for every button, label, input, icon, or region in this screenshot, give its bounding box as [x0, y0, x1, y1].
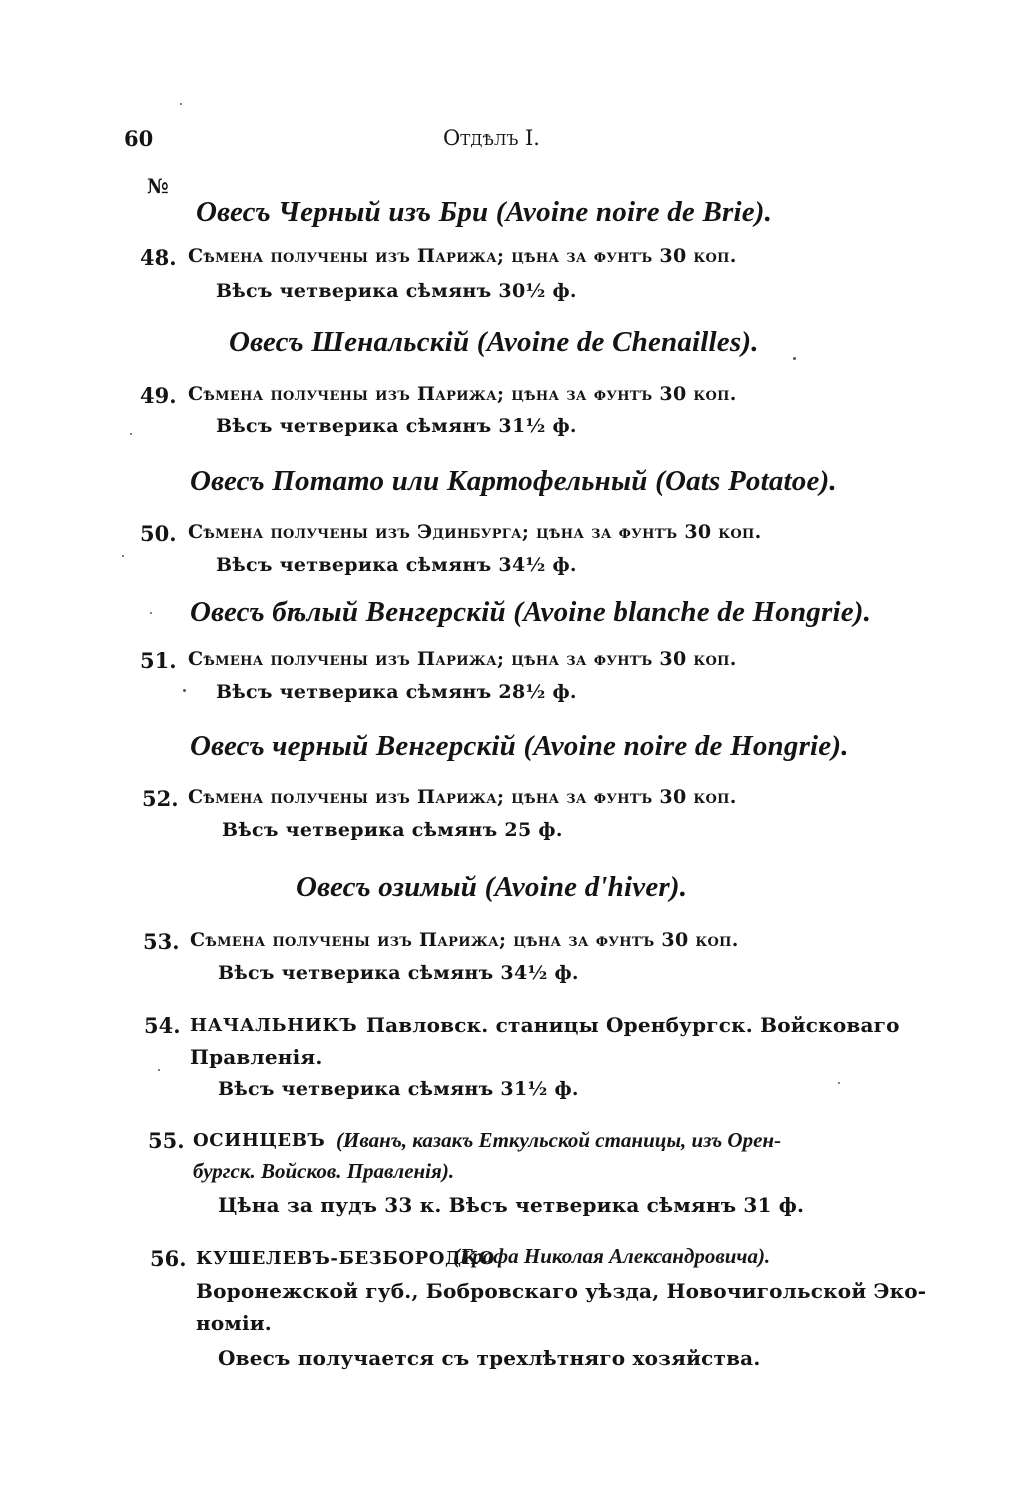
seed-source-line: Сѣмена получены изъ Парижа; цѣна за фунтъ 30 коп. — [188, 648, 737, 670]
scan-speck — [183, 689, 186, 692]
scan-speck — [158, 1069, 160, 1071]
entry-text: Павловск. станицы Оренбургск. Войсковаго — [366, 1013, 900, 1037]
entry-name: НАЧАЛЬНИКЪ — [190, 1015, 358, 1036]
scan-speck — [180, 103, 182, 105]
entry-text: Правленія. — [190, 1045, 323, 1069]
seed-weight-line: Вѣсъ четверика сѣмянъ 31½ ф. — [216, 415, 577, 437]
note-line: Овесъ получается съ трехлѣтняго хозяйства. — [218, 1346, 761, 1370]
seed-weight-line: Вѣсъ четверика сѣмянъ 31½ ф. — [218, 1078, 579, 1100]
entry-number: 52. — [142, 786, 179, 811]
entry-number: 56. — [150, 1246, 187, 1271]
section-heading: Овесъ Потато или Картофельный (Oats Potatoe). — [190, 465, 837, 497]
seed-weight-line: Вѣсъ четверика сѣмянъ 34½ ф. — [216, 554, 577, 576]
entry-number: 55. — [148, 1128, 185, 1153]
seed-source-line: Сѣмена получены изъ Эдинбурга; цѣна за фунтъ 30 коп. — [188, 521, 762, 543]
page-number: 60 — [124, 126, 154, 151]
seed-source-line: Сѣмена получены изъ Парижа; цѣна за фунтъ 30 коп. — [188, 786, 737, 808]
seed-weight-line: Вѣсъ четверика сѣмянъ 28½ ф. — [216, 681, 577, 703]
scan-speck — [150, 612, 152, 614]
entry-detail: бургск. Войсков. Правленія). — [193, 1159, 455, 1183]
seed-source-line: Сѣмена получены изъ Парижа; цѣна за фунтъ 30 коп. — [188, 245, 737, 267]
entry-number: 49. — [140, 383, 177, 408]
price-line: Цѣна за пудъ 33 к. Вѣсъ четверика сѣмянъ 31 ф. — [218, 1193, 805, 1217]
scan-speck — [130, 433, 132, 435]
number-sign: № — [147, 174, 169, 198]
entry-text: Воронежской губ., Бобровскаго уѣзда, Новочигольской Эко- — [196, 1279, 927, 1303]
section-heading: Овесъ черный Венгерскій (Avoine noire de Hongrie). — [190, 730, 849, 762]
section-heading: Овесъ Шенальскій (Avoine de Chenailles). — [229, 326, 759, 358]
section-heading: Овесъ озимый (Avoine d'hiver). — [296, 871, 688, 903]
entry-name: ОСИНЦЕВЪ — [193, 1130, 326, 1151]
running-title: Отдѣлъ I. — [443, 126, 540, 150]
entry-name: КУШЕЛЕВЪ-БЕЗБОРОДКО — [196, 1248, 495, 1269]
entry-number: 51. — [140, 648, 177, 673]
seed-weight-line: Вѣсъ четверика сѣмянъ 25 ф. — [222, 819, 563, 841]
scan-speck — [793, 357, 796, 360]
seed-source-line: Сѣмена получены изъ Парижа; цѣна за фунтъ 30 коп. — [190, 929, 739, 951]
entry-detail: (Графа Николая Александровича). — [453, 1244, 771, 1268]
entry-number: 53. — [143, 929, 180, 954]
scan-speck — [838, 1082, 840, 1084]
entry-number: 50. — [140, 521, 177, 546]
entry-detail: (Иванъ, казакъ Еткульской станицы, изъ Орен- — [336, 1128, 782, 1152]
section-heading: Овесъ Черный изъ Бри (Avoine noire de Brie). — [196, 196, 773, 228]
entry-number: 54. — [144, 1013, 181, 1038]
seed-weight-line: Вѣсъ четверика сѣмянъ 34½ ф. — [218, 962, 579, 984]
seed-weight-line: Вѣсъ четверика сѣмянъ 30½ ф. — [216, 280, 577, 302]
scan-speck — [122, 555, 124, 557]
section-heading: Овесъ бѣлый Венгерскій (Avoine blanche de Hongrie). — [190, 596, 872, 628]
entry-number: 48. — [140, 245, 177, 270]
seed-source-line: Сѣмена получены изъ Парижа; цѣна за фунтъ 30 коп. — [188, 383, 737, 405]
entry-text: номіи. — [196, 1311, 272, 1335]
